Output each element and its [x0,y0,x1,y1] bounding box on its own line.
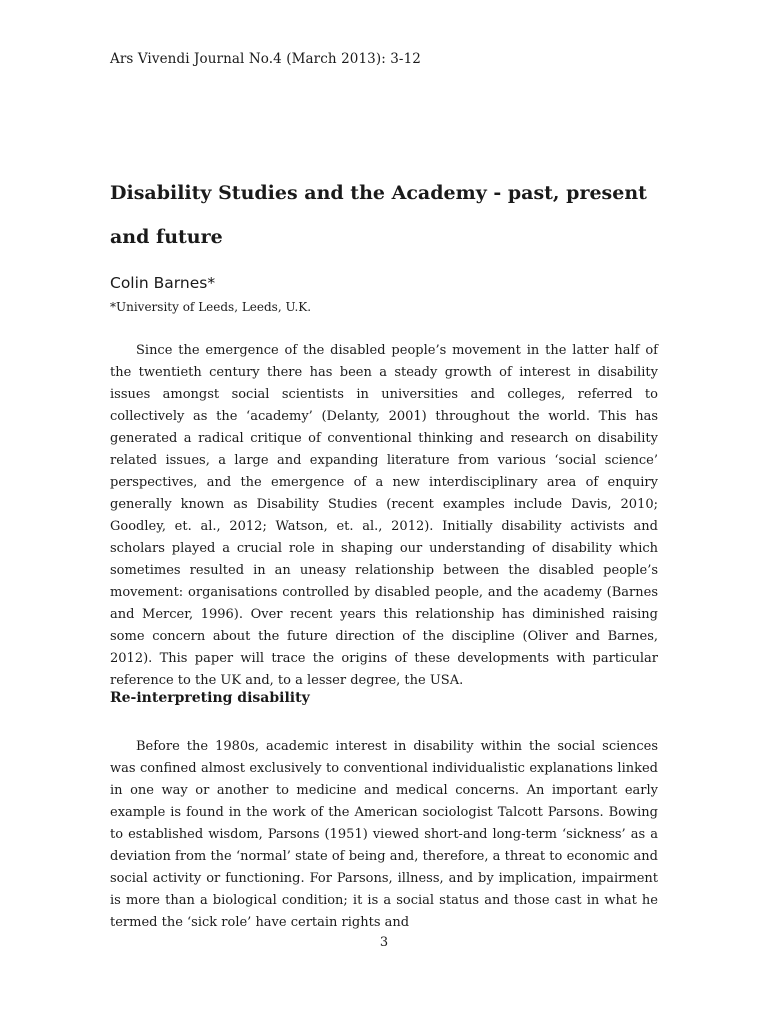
body-paragraph: Since the emergence of the disabled people’s movement in the latter half of the twentieth century there has been a steady growth of interest in disability issues amongst social scientists in universities and colleges, referred to collectively as the ‘academy’ (Delanty, 2001) throughout the world. This has generated a radical critique of conventional thinking and research on disability related issues, a large and expanding literature from various ‘social science’ perspectives, and the emergence of a new interdisciplinary area of enquiry generally known as Disability Studies (recent examples include Davis, 2010; Goodley, et. al., 2012; Watson, et. al., 2012). Initially disability activists and scholars played a crucial role in shaping our understanding of disability which sometimes resulted in an uneasy relationship between the disabled people’s movement: organisations controlled by disabled people, and the academy (Barnes and Mercer, 1996). Over recent years this relationship has diminished raising some concern about the future direction of the discipline (Oliver and Barnes, 2012). This paper will trace the origins of these developments with particular reference to the UK and, to a lesser degree, the USA. [110,343,658,688]
page-number: 3 [379,935,389,950]
author-affiliation: *University of Leeds, Leeds, U.K. [110,300,312,314]
section-heading: Re-interpreting disability [110,690,310,706]
author-name: Colin Barnes* [110,274,216,292]
body-paragraph: Before the 1980s, academic interest in disability within the social sciences was confined almost exclusively to conventional individualistic explanations linked in one way or another to medicine and medical concerns. An important early example is found in the work of the American sociologist Talcott Parsons. Bowing to established wisdom, Parsons (1951) viewed short-and long-term ‘sickness’ as a deviation from the ‘normal’ state of being and, therefore, a threat to economic and social activity or functioning. For Parsons, illness, and by implication, impairment is more than a biological condition; it is a social status and those cast in what he termed the ‘sick role’ have certain rights and [110,739,658,930]
article-title: Disability Studies and the Academy - past, present and future [110,182,647,248]
running-head: Ars Vivendi Journal No.4 (March 2013): 3-12 [110,51,421,67]
